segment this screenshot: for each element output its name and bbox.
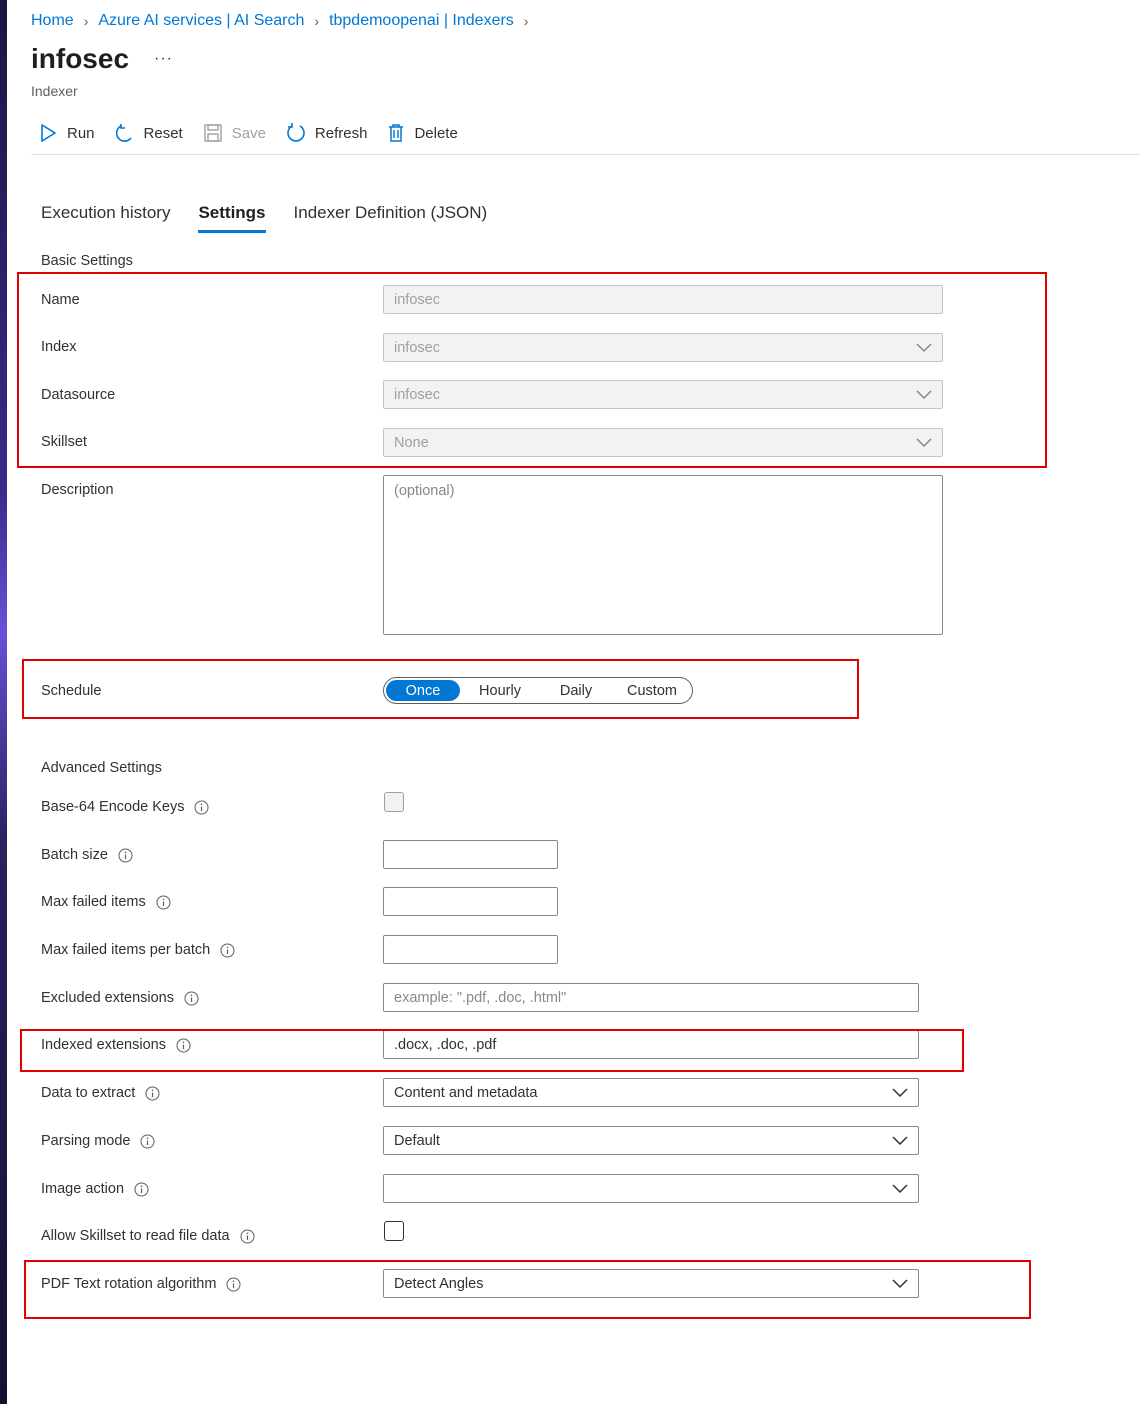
- max-failed-batch-label: [41, 942, 235, 958]
- pdf-rotation-label-text: PDF Text rotation algorithm: [41, 1276, 217, 1292]
- excluded-ext-placeholder: example: ".pdf, .doc, .html": [394, 989, 567, 1006]
- data-extract-label: [41, 1085, 160, 1101]
- breadcrumb-ai-search[interactable]: Azure AI services | AI Search: [98, 12, 305, 29]
- chevron-right-icon: ›: [523, 13, 529, 29]
- toolbar-divider: [31, 154, 1140, 155]
- datasource-dropdown[interactable]: [383, 380, 943, 409]
- chevron-down-icon: [892, 1088, 908, 1098]
- parsing-mode-dropdown[interactable]: [383, 1126, 919, 1155]
- schedule-hourly[interactable]: Hourly: [479, 682, 521, 699]
- max-failed-batch-label-text: Max failed items per batch: [41, 942, 211, 958]
- indexed-ext-label-text: Indexed extensions: [41, 1037, 166, 1053]
- data-extract-value: Content and metadata: [394, 1084, 538, 1101]
- datasource-label: [41, 387, 115, 403]
- parsing-mode-label-text: Parsing mode: [41, 1133, 131, 1149]
- index-label-text: Index: [41, 339, 77, 355]
- desktop-edge: [0, 0, 7, 1404]
- run-label: Run: [67, 124, 95, 142]
- command-bar: [38, 118, 478, 148]
- pdf-rotation-value: Detect Angles: [394, 1275, 484, 1292]
- tab-settings[interactable]: Settings: [198, 203, 265, 233]
- chevron-right-icon: ›: [83, 13, 89, 29]
- info-icon[interactable]: [184, 991, 199, 1006]
- chevron-down-icon: [916, 390, 932, 400]
- info-icon[interactable]: [240, 1229, 255, 1244]
- save-icon: [203, 123, 223, 143]
- index-dropdown[interactable]: [383, 333, 943, 362]
- chevron-down-icon: [892, 1136, 908, 1146]
- reset-button[interactable]: [115, 123, 183, 143]
- delete-label: Delete: [414, 124, 458, 142]
- breadcrumb: [31, 12, 538, 30]
- tab-indexer-definition[interactable]: Indexer Definition (JSON): [293, 203, 488, 222]
- run-button[interactable]: [38, 123, 95, 143]
- datasource-value: infosec: [394, 386, 440, 403]
- schedule-label: [41, 683, 101, 699]
- index-label: [41, 339, 76, 355]
- basic-settings-heading: Basic Settings: [41, 253, 133, 269]
- breadcrumb-home[interactable]: Home: [31, 12, 74, 29]
- batch-size-label-text: Batch size: [41, 847, 108, 863]
- parsing-mode-label: [41, 1133, 155, 1149]
- indexed-ext-value: .docx, .doc, .pdf: [394, 1036, 497, 1053]
- info-icon[interactable]: [140, 1134, 155, 1149]
- description-placeholder: (optional): [394, 483, 455, 499]
- info-icon[interactable]: [118, 848, 133, 863]
- batch-size-label: [41, 847, 133, 863]
- page-subtitle: Indexer: [31, 83, 78, 99]
- indexed-ext-input[interactable]: [383, 1030, 919, 1059]
- refresh-label: Refresh: [314, 124, 368, 142]
- chevron-down-icon: [916, 343, 932, 353]
- max-failed-batch-input[interactable]: [383, 935, 558, 964]
- excluded-ext-input[interactable]: [383, 983, 919, 1012]
- info-icon[interactable]: [145, 1086, 160, 1101]
- description-label-text: Description: [41, 482, 114, 498]
- indexed-ext-label: [41, 1037, 191, 1053]
- reset-label: Reset: [143, 124, 183, 142]
- save-label: Save: [231, 124, 266, 142]
- pdf-rotation-label: [41, 1276, 241, 1292]
- allow-skillset-label: [41, 1228, 255, 1244]
- info-icon[interactable]: [226, 1277, 241, 1292]
- image-action-label: [41, 1181, 149, 1197]
- data-extract-dropdown[interactable]: [383, 1078, 919, 1107]
- name-label-text: Name: [41, 292, 80, 308]
- skillset-value: None: [394, 434, 429, 451]
- chevron-down-icon: [916, 438, 932, 448]
- data-extract-label-text: Data to extract: [41, 1085, 136, 1101]
- tab-execution-history[interactable]: Execution history: [41, 203, 171, 222]
- schedule-custom[interactable]: Custom: [627, 682, 677, 699]
- refresh-button[interactable]: [286, 123, 368, 143]
- base64-label: [41, 799, 209, 815]
- skillset-dropdown[interactable]: [383, 428, 943, 457]
- breadcrumb-indexers[interactable]: tbpdemoopenai | Indexers: [329, 12, 514, 29]
- advanced-settings-heading: Advanced Settings: [41, 760, 162, 776]
- name-value: infosec: [394, 291, 440, 308]
- base64-label-text: Base-64 Encode Keys: [41, 799, 185, 815]
- info-icon[interactable]: [194, 800, 209, 815]
- schedule-label-text: Schedule: [41, 683, 102, 699]
- more-options-icon[interactable]: ···: [154, 50, 173, 67]
- schedule-daily[interactable]: Daily: [559, 682, 593, 699]
- excluded-ext-label-text: Excluded extensions: [41, 990, 174, 1006]
- description-textarea[interactable]: [383, 475, 943, 635]
- skillset-label-text: Skillset: [41, 434, 87, 450]
- batch-size-input[interactable]: [383, 840, 558, 869]
- save-button[interactable]: [203, 123, 266, 143]
- pdf-rotation-dropdown[interactable]: [383, 1269, 919, 1298]
- info-icon[interactable]: [156, 895, 171, 910]
- max-failed-input[interactable]: [383, 887, 558, 916]
- description-label: [41, 482, 114, 498]
- allow-skillset-checkbox[interactable]: [384, 1221, 404, 1241]
- datasource-label-text: Datasource: [41, 387, 116, 403]
- excluded-ext-label: [41, 990, 199, 1006]
- index-value: infosec: [394, 339, 440, 356]
- page-title: infosec: [31, 43, 130, 74]
- chevron-down-icon: [892, 1184, 908, 1194]
- info-icon[interactable]: [134, 1182, 149, 1197]
- trash-icon: [387, 123, 405, 143]
- max-failed-label: [41, 894, 171, 910]
- chevron-down-icon: [892, 1279, 908, 1289]
- reset-icon: [115, 123, 135, 143]
- tab-list: [41, 203, 515, 233]
- refresh-icon: [286, 123, 306, 143]
- name-field[interactable]: [383, 285, 943, 314]
- info-icon[interactable]: [220, 943, 235, 958]
- base64-checkbox[interactable]: [384, 792, 404, 812]
- image-action-dropdown[interactable]: [383, 1174, 919, 1203]
- max-failed-label-text: Max failed items: [41, 894, 146, 910]
- play-icon: [38, 123, 58, 143]
- parsing-mode-value: Default: [394, 1132, 440, 1149]
- delete-button[interactable]: [387, 123, 457, 143]
- schedule-once[interactable]: Once: [386, 680, 460, 701]
- name-label: [41, 292, 80, 308]
- chevron-right-icon: ›: [314, 13, 320, 29]
- image-action-label-text: Image action: [41, 1181, 125, 1197]
- allow-skillset-label-text: Allow Skillset to read file data: [41, 1228, 230, 1244]
- skillset-label: [41, 434, 87, 450]
- info-icon[interactable]: [176, 1038, 191, 1053]
- schedule-toggle: [383, 677, 693, 704]
